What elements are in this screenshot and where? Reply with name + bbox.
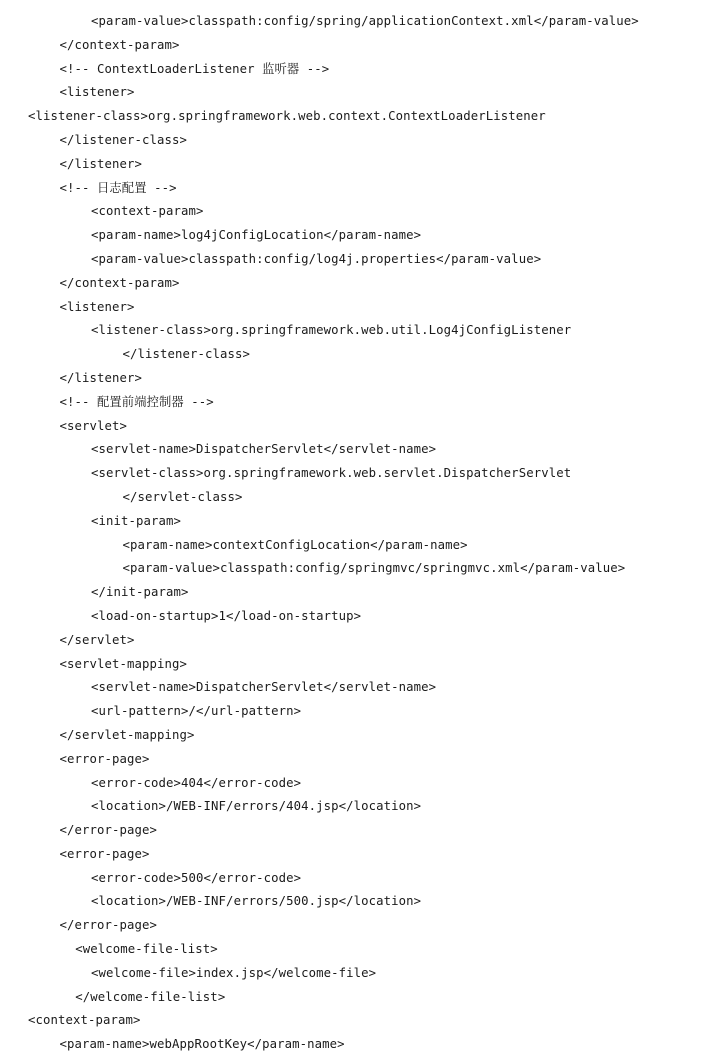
- code-line: <servlet-name>DispatcherServlet</servlet-name>: [91, 442, 437, 457]
- code-line: </listener>: [59, 156, 143, 171]
- code-line: </servlet-class>: [122, 489, 243, 504]
- code-line: <param-value>classpath:config/springmvc/springmvc.xml</param-value>: [122, 561, 626, 576]
- code-line: <error-code>404</error-code>: [91, 775, 302, 790]
- code-line: <param-name>contextConfigLocation</param-name>: [122, 537, 468, 552]
- code-line: <!-- 配置前端控制器 -->: [59, 394, 214, 409]
- code-line: </servlet>: [59, 632, 135, 647]
- code-line: <param-value>classpath:config/spring/applicationContext.xml</param-value>: [91, 14, 639, 28]
- code-line: <context-param>: [28, 1013, 141, 1028]
- code-line: <url-pattern>/</url-pattern>: [91, 704, 302, 719]
- code-line: </listener-class>: [122, 347, 251, 362]
- code-line: </welcome-file-list>: [75, 989, 226, 1004]
- code-line: <param-name>log4jConfigLocation</param-name>: [91, 228, 422, 243]
- code-line: </listener>: [59, 370, 143, 385]
- code-line: </servlet-mapping>: [59, 727, 195, 742]
- code-line: <context-param>: [91, 204, 204, 219]
- code-line: <listener-class>org.springframework.web.context.ContextLoaderListener: [28, 109, 546, 124]
- code-line: <param-value>classpath:config/log4j.properties</param-value>: [91, 251, 542, 266]
- code-line: <init-param>: [91, 513, 182, 528]
- code-line: <!-- 日志配置 -->: [59, 180, 177, 195]
- code-line: </error-page>: [59, 918, 158, 933]
- code-line: <welcome-file-list>: [75, 942, 218, 957]
- code-line: <listener>: [59, 85, 135, 100]
- code-line: <location>/WEB-INF/errors/500.jsp</location>: [91, 894, 422, 909]
- code-line: <servlet-name>DispatcherServlet</servlet-name>: [91, 680, 437, 695]
- code-line: </init-param>: [91, 585, 189, 600]
- code-line: </error-page>: [59, 823, 158, 838]
- code-line: <error-page>: [59, 751, 150, 766]
- code-line: </context-param>: [59, 275, 180, 290]
- code-line: <param-name>webAppRootKey</param-name>: [59, 1037, 345, 1052]
- code-listing: [28, 10, 718, 1057]
- code-line: <location>/WEB-INF/errors/404.jsp</location>: [91, 799, 422, 814]
- code-line: <error-code>500</error-code>: [91, 870, 302, 885]
- code-line: <welcome-file>index.jsp</welcome-file>: [91, 965, 377, 980]
- code-line: <listener-class>org.springframework.web.util.Log4jConfigListener: [91, 323, 572, 338]
- code-line: </listener-class>: [59, 132, 188, 147]
- code-line: <listener>: [59, 299, 135, 314]
- code-line: <servlet>: [59, 418, 128, 433]
- code-line: <servlet-mapping>: [59, 656, 188, 671]
- code-line: <error-page>: [59, 846, 150, 861]
- code-line: </context-param>: [59, 37, 180, 52]
- code-line: <servlet-class>org.springframework.web.servlet.DispatcherServlet: [91, 466, 572, 481]
- code-line: <load-on-startup>1</load-on-startup>: [91, 608, 362, 623]
- code-line: <!-- ContextLoaderListener 监听器 -->: [59, 61, 330, 76]
